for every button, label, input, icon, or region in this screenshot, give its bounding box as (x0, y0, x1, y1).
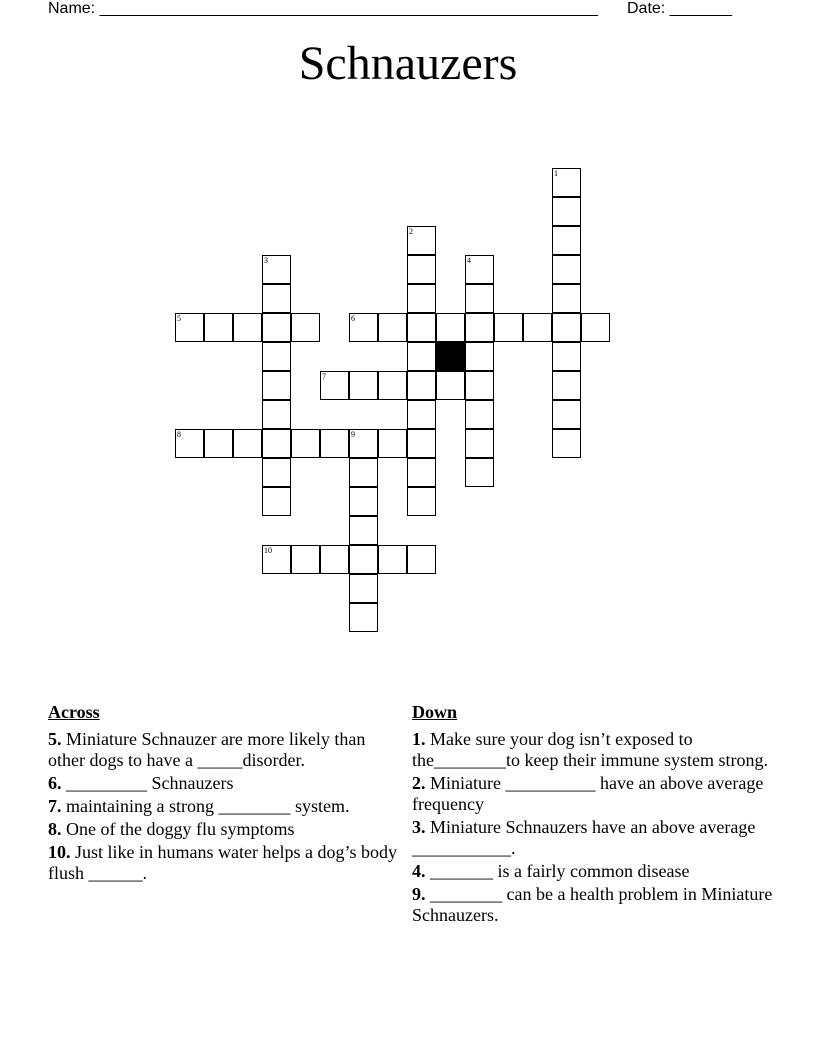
clue-text: maintaining a strong ________ system. (66, 796, 350, 816)
grid-cell (262, 458, 291, 487)
grid-cell (552, 168, 581, 197)
grid-cell (465, 429, 494, 458)
grid-cell (349, 429, 378, 458)
clue-text: _______ is a fairly common disease (430, 861, 690, 881)
clue-text: Miniature __________ have an above average frequency (412, 773, 764, 814)
grid-cell (552, 400, 581, 429)
clue-number: 1. (412, 729, 426, 749)
clue-text: Just like in humans water helps a dog’s body flush ______. (48, 842, 397, 883)
grid-cell (262, 313, 291, 342)
grid-cell (320, 429, 349, 458)
clue-number: 2. (412, 773, 426, 793)
grid-cell (349, 313, 378, 342)
grid-cell (349, 603, 378, 632)
clue-across-5 (48, 729, 398, 771)
grid-cell (436, 313, 465, 342)
grid-cell (320, 545, 349, 574)
clue-text: _________ Schnauzers (66, 773, 234, 793)
grid-cell (175, 313, 204, 342)
grid-cell (436, 371, 465, 400)
clue-number-label: 5 (177, 314, 181, 323)
clue-number-label: 6 (351, 314, 355, 323)
grid-cell (262, 342, 291, 371)
grid-cell (233, 313, 262, 342)
grid-cell (378, 313, 407, 342)
grid-cell (349, 487, 378, 516)
grid-cell (320, 371, 349, 400)
grid-cell (262, 371, 291, 400)
grid-cell (494, 313, 523, 342)
clue-down-4 (412, 861, 777, 882)
grid-cell (407, 313, 436, 342)
clue-number-label: 10 (264, 546, 272, 555)
grid-cell (552, 226, 581, 255)
page-title: Schnauzers (298, 37, 518, 90)
grid-cell (465, 458, 494, 487)
grid-cell (407, 458, 436, 487)
grid-cell (349, 458, 378, 487)
clue-down-3 (412, 817, 777, 859)
clue-text: Miniature Schnauzer are more likely than other dogs to have a _____disorder. (48, 729, 366, 770)
clue-down-9 (412, 884, 777, 926)
clue-text: Make sure your dog isn’t exposed to the________to keep their immune system strong. (412, 729, 768, 770)
clue-across-10 (48, 842, 398, 884)
black-square (436, 342, 465, 371)
clue-across-7 (48, 796, 398, 817)
clue-across-6 (48, 773, 398, 794)
grid-cell (262, 429, 291, 458)
grid-cell (407, 255, 436, 284)
grid-cell (407, 429, 436, 458)
grid-cell (523, 313, 552, 342)
grid-cell (204, 429, 233, 458)
grid-cell (204, 313, 233, 342)
grid-cell (407, 545, 436, 574)
grid-cell (552, 342, 581, 371)
grid-cell (552, 255, 581, 284)
clue-number-label: 9 (351, 430, 355, 439)
across-clues (48, 701, 398, 886)
grid-cell (349, 516, 378, 545)
grid-cell (175, 429, 204, 458)
grid-cell (581, 313, 610, 342)
grid-cell (465, 400, 494, 429)
grid-cell (465, 342, 494, 371)
grid-cell (349, 545, 378, 574)
clue-across-8 (48, 819, 398, 840)
grid-cell (291, 429, 320, 458)
name-field-label: Name: ________________________________________________________ (48, 0, 598, 17)
grid-cell (233, 429, 262, 458)
grid-cell (552, 284, 581, 313)
clue-text: One of the doggy flu symptoms (66, 819, 295, 839)
grid-cell (378, 545, 407, 574)
grid-cell (407, 487, 436, 516)
clue-number: 6. (48, 773, 62, 793)
across-heading: Across (48, 702, 100, 722)
grid-cell (407, 284, 436, 313)
clue-text: Miniature Schnauzers have an above average ___________. (412, 817, 756, 858)
grid-cell (262, 284, 291, 313)
grid-cell (465, 313, 494, 342)
grid-cell (378, 429, 407, 458)
grid-cell (407, 400, 436, 429)
grid-cell (407, 342, 436, 371)
clue-number: 10. (48, 842, 71, 862)
grid-cell (552, 197, 581, 226)
date-field-label: Date: _______ (627, 0, 732, 17)
clue-number-label: 4 (467, 256, 471, 265)
grid-cell (349, 371, 378, 400)
grid-cell (349, 574, 378, 603)
grid-cell (407, 371, 436, 400)
clue-down-1 (412, 729, 777, 771)
clue-number-label: 2 (409, 227, 413, 236)
grid-cell (291, 545, 320, 574)
clue-text: ________ can be a health problem in Miniature Schnauzers. (412, 884, 773, 925)
grid-cell (552, 371, 581, 400)
clue-number: 3. (412, 817, 426, 837)
clue-number: 4. (412, 861, 426, 881)
grid-cell (262, 255, 291, 284)
clue-number: 9. (412, 884, 426, 904)
grid-cell (552, 429, 581, 458)
clue-number: 5. (48, 729, 62, 749)
clue-number: 7. (48, 796, 62, 816)
down-clues (412, 701, 777, 928)
grid-cell (291, 313, 320, 342)
clue-number-label: 8 (177, 430, 181, 439)
clue-number-label: 7 (322, 372, 326, 381)
grid-cell (262, 487, 291, 516)
clue-number-label: 3 (264, 256, 268, 265)
clue-number-label: 1 (554, 169, 558, 178)
grid-cell (262, 400, 291, 429)
grid-cell (378, 371, 407, 400)
grid-cell (262, 545, 291, 574)
down-heading: Down (412, 702, 458, 722)
grid-cell (407, 226, 436, 255)
clue-number: 8. (48, 819, 62, 839)
grid-cell (465, 371, 494, 400)
grid-cell (465, 255, 494, 284)
grid-cell (465, 284, 494, 313)
clue-down-2 (412, 773, 777, 815)
grid-cell (552, 313, 581, 342)
